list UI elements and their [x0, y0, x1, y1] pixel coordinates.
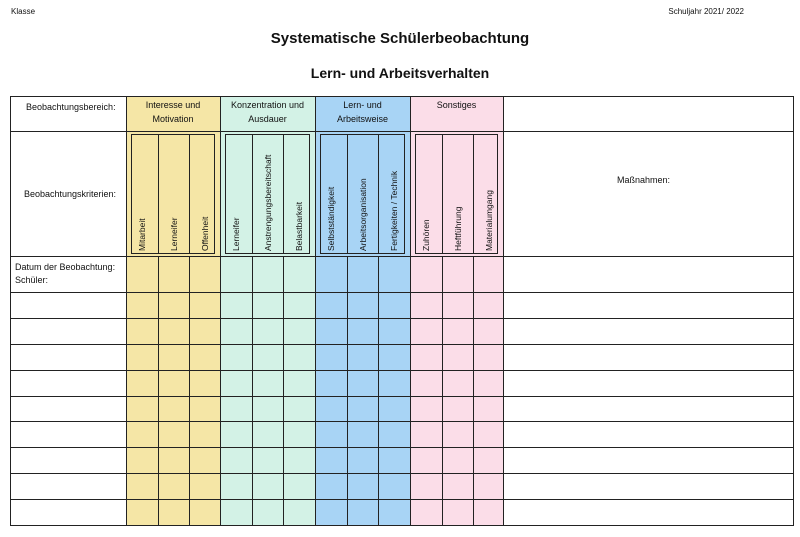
criterion-label: Zuhören [421, 219, 431, 251]
criterion-column-line [158, 256, 159, 525]
criterion-divider [442, 134, 443, 254]
group-header: Lern- und Arbeitsweise [336, 100, 389, 124]
criterion-divider [378, 134, 379, 254]
measures-label: Maßnahmen: [617, 175, 671, 185]
table-column-line [410, 96, 411, 525]
table-row-line [10, 96, 794, 97]
table-column-line [126, 96, 127, 525]
table-column-line [503, 96, 504, 525]
criterion-column-line [283, 256, 284, 525]
criteria-box [131, 134, 215, 254]
table-row-line [10, 344, 794, 345]
criterion-column-line [189, 256, 190, 525]
criterion-divider [347, 134, 348, 254]
criteria-box [415, 134, 498, 254]
criterion-label: Mitarbeit [137, 218, 147, 251]
table-row-line [10, 256, 794, 257]
criteria-label: Beobachtungskriterien: [24, 189, 117, 199]
class-label: Klasse [11, 7, 36, 16]
table-row-line [10, 421, 794, 422]
criterion-divider [189, 134, 190, 254]
group-header: Sonstiges [436, 100, 477, 110]
group-header: Konzentration und Ausdauer [230, 100, 305, 124]
criterion-label: Anstrengungsbereitschaft [262, 154, 273, 251]
group-header: Interesse und Motivation [145, 100, 201, 124]
criterion-column-line [442, 256, 443, 525]
table-row-line [10, 525, 794, 526]
table-column-line [315, 96, 316, 525]
table-row-line [10, 292, 794, 293]
student-label: Schüler: [15, 275, 49, 285]
criterion-label: Belastbarkeit [294, 201, 304, 251]
criterion-divider [252, 134, 253, 254]
table-column-line [793, 96, 794, 525]
criterion-label: Arbeitsorganisation [357, 178, 368, 251]
date-label: Datum der Beobachtung: [15, 262, 116, 272]
table-column-line [10, 96, 11, 525]
area-label: Beobachtungsbereich: [26, 102, 116, 112]
school-year-label: Schuljahr 2021/ 2022 [668, 7, 744, 16]
page-subtitle: Lern- und Arbeitsverhalten [310, 65, 490, 81]
criterion-column-line [252, 256, 253, 525]
table-row-line [10, 131, 794, 132]
table-row-line [10, 499, 794, 500]
criterion-label: Lerneifer [231, 217, 241, 251]
criterion-label: Offenheit [200, 216, 210, 251]
table-row-line [10, 370, 794, 371]
criterion-label: Materialumgang [484, 190, 494, 251]
table-row-line [10, 473, 794, 474]
criterion-column-line [378, 256, 379, 525]
criterion-label: Heftführung [452, 206, 463, 251]
table-row-line [10, 447, 794, 448]
table-column-line [220, 96, 221, 525]
criteria-box [320, 134, 405, 254]
criterion-divider [283, 134, 284, 254]
criterion-divider [158, 134, 159, 254]
table-row-line [10, 396, 794, 397]
criterion-column-line [347, 256, 348, 525]
criteria-box [225, 134, 310, 254]
criterion-label: Selbstständigkeit [326, 186, 336, 251]
criterion-label: Lerneifer [168, 217, 179, 251]
page-title: Systematische Schülerbeobachtung [270, 30, 530, 47]
table-row-line [10, 318, 794, 319]
criterion-divider [473, 134, 474, 254]
criterion-label: Fertigkeiten / Technik [389, 170, 399, 251]
criterion-column-line [473, 256, 474, 525]
